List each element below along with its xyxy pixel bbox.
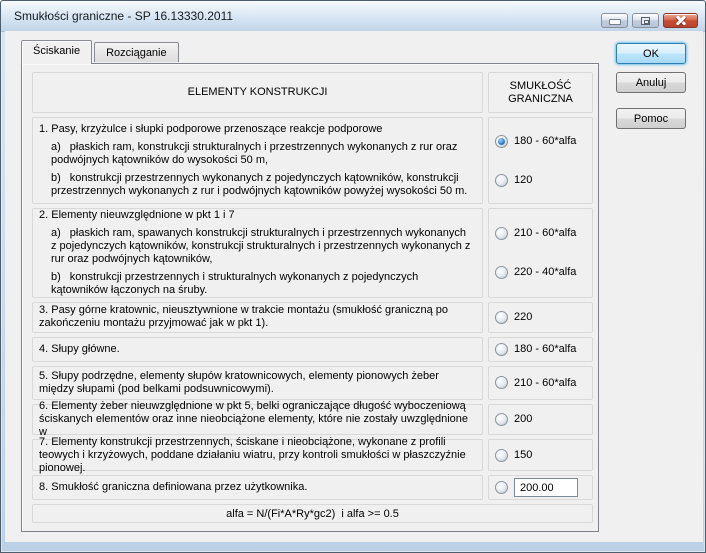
table-row-text xyxy=(32,302,483,333)
paragraph-text: 2. Elementy nieuwzględnione w pkt 1 i 7 xyxy=(39,208,235,221)
minimize-icon xyxy=(609,19,621,25)
radio-icon xyxy=(495,449,508,462)
paragraph-text: płaskich ram, konstrukcji strukturalnych i przestrzennych wykonanych z rur oraz podwójnych kątowników do wysokości 50 m, xyxy=(51,141,458,166)
paragraph-text: 8. Smukłość graniczna definiowana przez użytkownika. xyxy=(39,481,308,493)
radio-option[interactable] xyxy=(495,266,576,279)
ok-button[interactable]: OK xyxy=(616,43,686,64)
row-paragraph xyxy=(51,227,474,266)
table-row-text xyxy=(32,399,483,438)
caption-buttons xyxy=(601,13,698,28)
slenderness-limit-table xyxy=(22,64,598,531)
radio-icon xyxy=(495,266,508,279)
paragraph-text: 1. Pasy, krzyżulce i słupki podporowe przenoszące reakcje podporowe xyxy=(39,123,383,135)
window-title: Smukłości graniczne - SP 16.13330.2011 xyxy=(14,9,234,23)
radio-option[interactable] xyxy=(495,413,532,426)
paragraph-text: 7. Elementy konstrukcji przestrzennych, ściskane i nieobciążone, wykonane z profili teowych i krzyżowych, poddane działaniu wiatru, przy kontroli smukłości w płaszczyźnie pionowej. xyxy=(39,435,466,474)
tab-sciskanie[interactable]: Ściskanie xyxy=(21,40,92,64)
close-button[interactable] xyxy=(663,13,698,28)
radio-label: 180 - 60*alfa xyxy=(514,343,577,355)
radio-option[interactable] xyxy=(495,478,578,497)
radio-label: 180 - 60*alfa xyxy=(514,135,577,147)
radio-option[interactable] xyxy=(495,135,576,148)
radio-label: 220 xyxy=(514,311,533,324)
close-icon xyxy=(675,16,687,26)
radio-icon xyxy=(495,413,508,426)
row-paragraph xyxy=(39,481,474,494)
table-row-text xyxy=(32,435,483,474)
paragraph-text: 3. Pasy górne kratownic, nieusztywnione w trakcie montażu (smukłość graniczną po zakończeniu montażu przyjmować jak w pkt 1). xyxy=(39,304,449,330)
row-paragraph xyxy=(39,370,474,396)
table-row-options xyxy=(488,208,593,298)
tab-strip xyxy=(21,40,181,63)
table-row-text xyxy=(32,117,483,204)
paragraph-prefix: a) xyxy=(51,226,61,239)
tab-page-compression xyxy=(21,63,599,532)
table-row-text xyxy=(32,337,483,362)
tab-rozciaganie[interactable]: Rozciąganie xyxy=(94,42,179,62)
row-paragraph xyxy=(39,400,474,439)
paragraph-text: 6. Elementy żeber nieuwzględnione w pkt 5, belki ograniczające długość wyboczeniową ściskanych elementów oraz inne nieobciążone elementy, które nie zostały uwzględnione w xyxy=(39,399,469,438)
cancel-button[interactable]: Anuluj xyxy=(616,72,686,93)
radio-label: 200 xyxy=(514,413,533,426)
paragraph-prefix: b) xyxy=(51,270,61,283)
row-paragraph xyxy=(51,172,474,198)
radio-icon xyxy=(495,481,508,494)
row-paragraph xyxy=(39,304,474,330)
radio-label: 210 - 60*alfa xyxy=(514,376,577,389)
radio-option[interactable] xyxy=(495,449,532,462)
radio-icon xyxy=(495,311,508,324)
row-paragraph xyxy=(39,209,474,222)
paragraph-text: płaskich ram, spawanych konstrukcji strukturalnych i przestrzennych wykonanych z pojedynczych kątowników, konstrukcji strukturalnych i przestrzennych wykonanych z rur oraz podwójnych kątowników, xyxy=(51,226,471,265)
radio-icon xyxy=(495,174,508,187)
table-row-options xyxy=(488,404,593,436)
paragraph-text: konstrukcji przestrzennych wykonanych z pojedynczych kątowników, konstrukcji przestrzennych wykonanych z rur i podwójnych kątowników powyżej wysokości 50 m. xyxy=(51,172,468,197)
table-row-options xyxy=(488,337,593,362)
radio-icon xyxy=(495,376,508,389)
radio-icon xyxy=(495,343,508,356)
dialog-client-area xyxy=(5,31,703,542)
radio-option[interactable] xyxy=(495,343,576,356)
title-bar xyxy=(1,1,705,32)
table-header-elements: ELEMENTY KONSTRUKCJI xyxy=(32,72,483,113)
radio-label: 220 - 40*alfa xyxy=(514,266,577,279)
paragraph-text: 5. Słupy podrzędne, elementy słupów kratownicowych, elementy pionowych żeber między słupami (pod belkami podsuwnicowymi). xyxy=(39,369,439,395)
paragraph-prefix: b) xyxy=(51,172,61,184)
table-row-text xyxy=(32,475,483,500)
dialog-action-buttons xyxy=(616,43,686,129)
row-paragraph xyxy=(39,436,474,475)
row-paragraph xyxy=(39,343,474,356)
row-paragraph xyxy=(51,271,474,297)
table-row-options xyxy=(488,475,593,500)
maximize-button[interactable] xyxy=(632,13,659,28)
radio-label: 210 - 60*alfa xyxy=(514,227,577,240)
radio-label: 120 xyxy=(514,174,533,186)
radio-icon xyxy=(495,135,508,148)
radio-option[interactable] xyxy=(495,227,576,240)
radio-option[interactable] xyxy=(495,174,532,187)
maximize-icon xyxy=(641,17,650,25)
minimize-button[interactable] xyxy=(601,13,628,28)
table-row-text xyxy=(32,366,483,400)
paragraph-text: 4. Słupy główne. xyxy=(39,342,120,355)
row-paragraph xyxy=(51,141,474,167)
table-row-options xyxy=(488,117,593,204)
table-row-options xyxy=(488,439,593,471)
user-limit-input[interactable] xyxy=(514,478,578,497)
paragraph-text: konstrukcji przestrzennych i strukturalnych wykonanych z pojedynczych kątowników łączonych na śruby. xyxy=(51,270,419,296)
radio-icon xyxy=(495,227,508,240)
row-paragraph xyxy=(39,123,474,136)
table-row-text xyxy=(32,208,483,298)
help-button[interactable]: Pomoc xyxy=(616,108,686,129)
radio-label: 150 xyxy=(514,449,533,462)
radio-option[interactable] xyxy=(495,376,576,389)
formula-bar: alfa = N/(Fi*A*Ry*gc2) i alfa >= 0.5 xyxy=(32,504,593,523)
paragraph-prefix: a) xyxy=(51,141,61,153)
table-row-options xyxy=(488,302,593,333)
table-row-options xyxy=(488,366,593,400)
table-header-limit: SMUKŁOŚĆ GRANICZNA xyxy=(488,72,593,113)
radio-option[interactable] xyxy=(495,311,532,324)
